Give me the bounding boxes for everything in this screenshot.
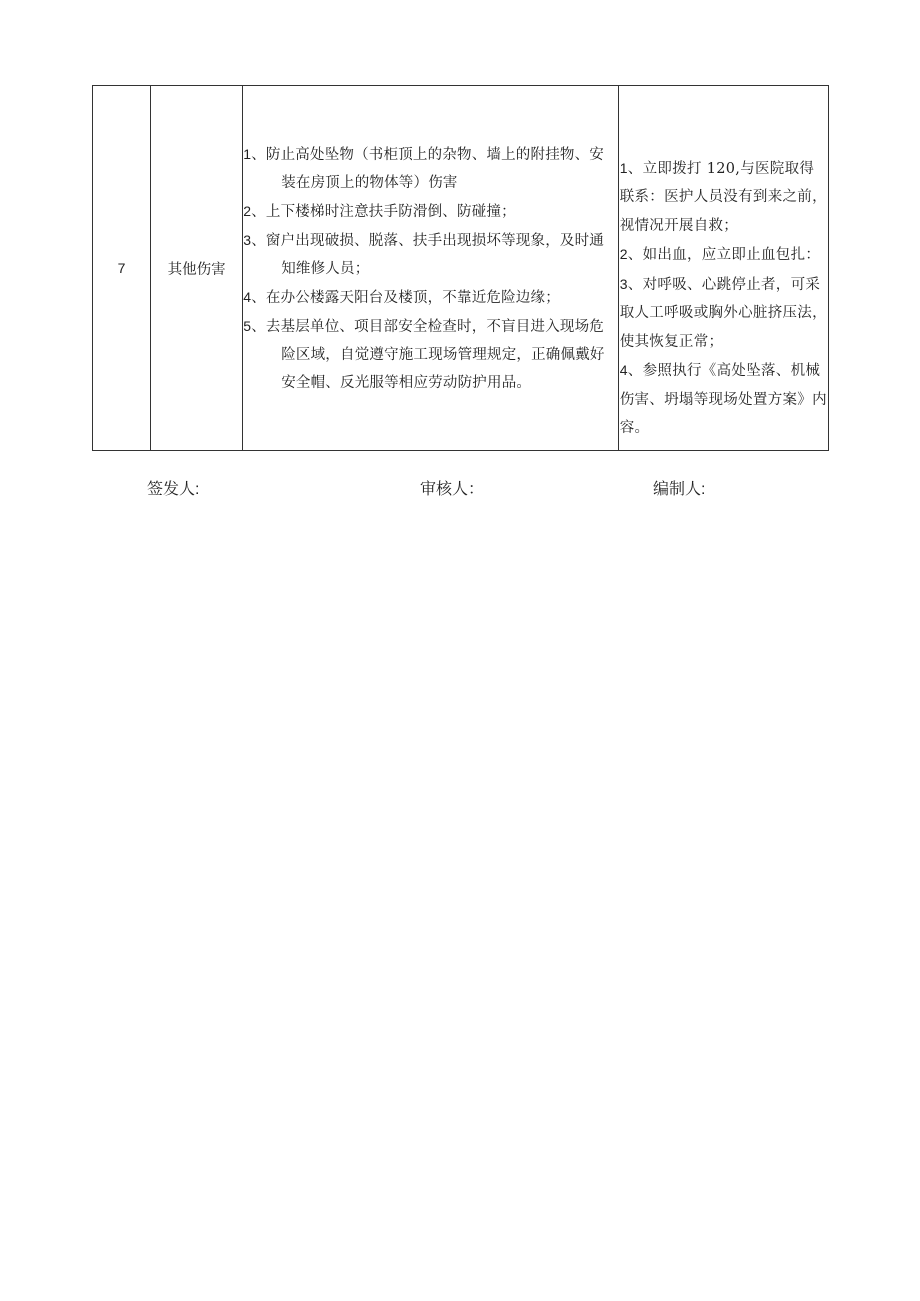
hazard-table	[92, 85, 829, 451]
list-item: 4、在办公楼露天阳台及楼顶，不靠近危险边缘；	[243, 288, 560, 306]
prevention-measures-list	[243, 140, 618, 397]
list-item: 3、对呼吸、心跳停止者，可采取人工呼吸或胸外心脏挤压法，使其恢复正常；	[619, 275, 827, 350]
list-item: 3、窗户出现破损、脱落、扶手出现损坏等现象，及时通知维修人员；	[243, 231, 605, 277]
signature-line	[0, 476, 920, 504]
issuer-label: 签发人:	[147, 481, 200, 498]
table-row	[93, 86, 829, 451]
editor-label: 编制人:	[653, 481, 706, 498]
list-item: 5、去基层单位、项目部安全检查时，不盲目进入现场危险区域，自觉遵守施工现场管理规定，正确佩戴好安全帽、反光服等相应劳动防护用品。	[243, 317, 605, 391]
emergency-response-cell	[618, 86, 828, 451]
list-item: 2、上下楼梯时注意扶手防滑倒、防碰撞；	[243, 202, 516, 220]
list-item: 1、防止高处坠物（书柜顶上的杂物、墙上的附挂物、安装在房顶上的物体等）伤害	[243, 145, 605, 191]
list-item: 1、立即拨打 120,与医院取得联系：医护人员没有到来之前，视情况开展自救；	[619, 159, 827, 234]
list-item: 2、如出血，应立即止血包扎：	[619, 246, 821, 263]
hazard-type: 其他伤害	[151, 86, 243, 451]
prevention-measures-cell	[243, 86, 619, 451]
reviewer-label: 审核人：	[420, 481, 485, 498]
list-item: 4、参照执行《高处坠落、机械伤害、坍塌等现场处置方案》内容。	[619, 362, 827, 436]
row-number: 7	[93, 86, 151, 451]
emergency-response-list	[619, 154, 828, 443]
